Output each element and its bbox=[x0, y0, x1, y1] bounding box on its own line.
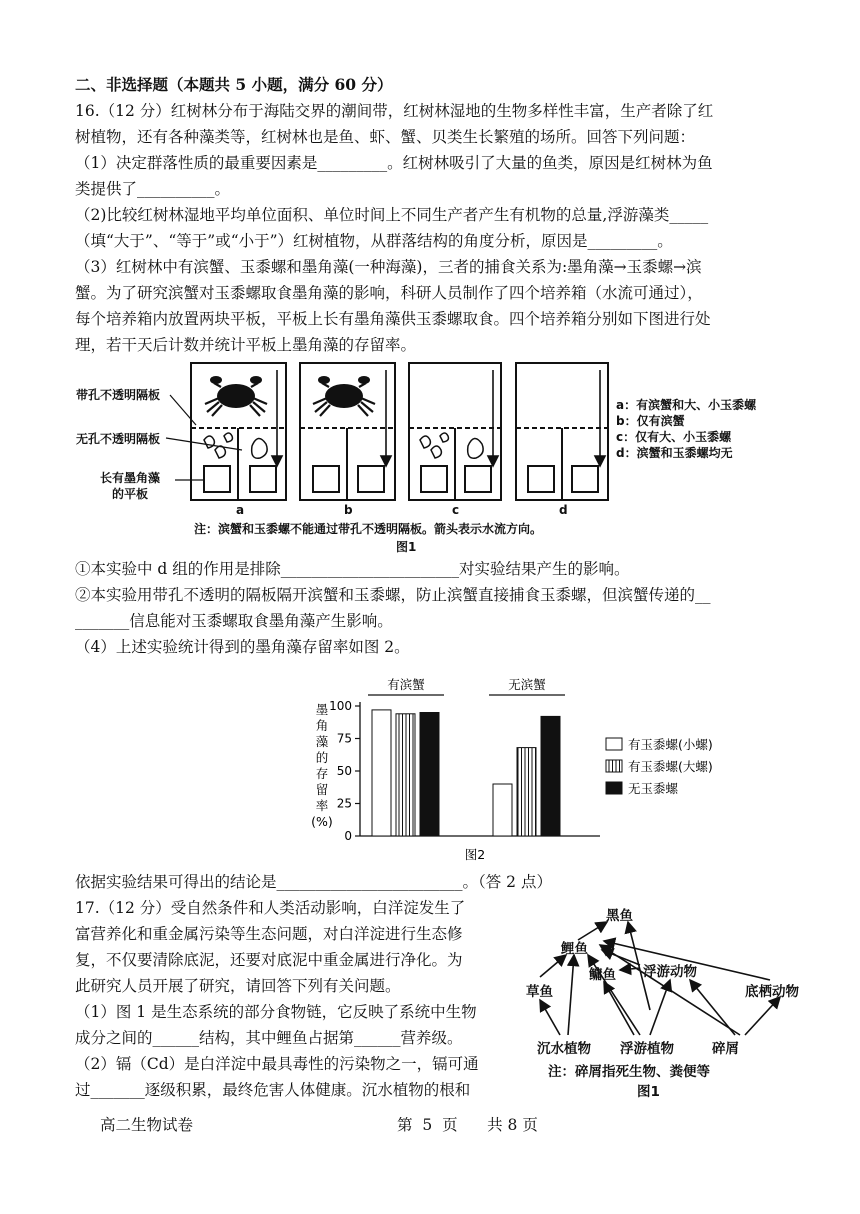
y-axis-label-char: 率 bbox=[315, 798, 329, 813]
crab-icon-b bbox=[313, 376, 375, 416]
q16-sub3-a: （3）红树林中有滨蟹、玉黍螺和墨角藻(一种海藻)，三者的捕食关系为:墨角藻→玉黍螺→滨 bbox=[75, 258, 702, 276]
plate-c-right bbox=[465, 466, 491, 492]
fig1-note: 注：滨蟹和玉黍螺不能通过带孔不透明隔板。箭头表示水流方向。 bbox=[194, 522, 543, 536]
node-fuyoudongwu: 浮游动物 bbox=[643, 964, 697, 980]
q17-line-4: 此研究人员开展了研究，请回答下列有关问题。 bbox=[75, 977, 401, 995]
q16-line-1: 16.（12 分）红树林分布于海陆交界的潮间带，红树林湿地的生物多样性丰富，生产者除了红 bbox=[75, 102, 714, 120]
label-plate-2: 的平板 bbox=[112, 487, 149, 501]
q16-sub1-b: 类提供了__________。 bbox=[75, 180, 231, 198]
label-perforated-divider: 带孔不透明隔板 bbox=[76, 388, 161, 402]
bar bbox=[541, 716, 560, 836]
bar bbox=[420, 713, 439, 837]
culture-box-b bbox=[300, 363, 395, 500]
figure-2-svg bbox=[300, 672, 730, 872]
legend-label: 无玉黍螺 bbox=[628, 781, 679, 796]
node-caoyu: 草鱼 bbox=[526, 984, 553, 1000]
box-label-d: d bbox=[559, 503, 568, 517]
q17-line-3: 复，不仅要清除底泥，还要对底泥中重金属进行净化。为 bbox=[75, 951, 463, 969]
snail-icons bbox=[204, 433, 483, 458]
footer-left: 高二生物试卷 bbox=[100, 1116, 194, 1134]
y-tick-label: 75 bbox=[336, 731, 352, 746]
culture-box-d bbox=[516, 363, 608, 500]
food-web-caption: 图1 bbox=[637, 1084, 660, 1100]
food-web-note: 注：碎屑指死生物、粪便等 bbox=[548, 1064, 710, 1080]
q17-sub2-b: 过_______逐级积累，最终危害人体健康。沉水植物的根和 bbox=[75, 1081, 471, 1099]
y-axis-label-char: (%) bbox=[311, 814, 333, 829]
y-tick-label: 50 bbox=[336, 764, 352, 778]
crab-icon-a bbox=[205, 376, 267, 416]
bar bbox=[517, 748, 536, 836]
plate-c-left bbox=[421, 466, 447, 492]
y-axis-label-char: 墨 bbox=[315, 702, 329, 717]
q16-check-1: ①本实验中 d 组的作用是排除_______________________对实验结果产生的影响。 bbox=[75, 560, 630, 578]
q17-sub2-a: （2）镉（Cd）是白洋淀中最具毒性的污染物之一，镉可通 bbox=[75, 1055, 479, 1073]
y-axis-label-char: 角 bbox=[315, 718, 329, 733]
q16-check-2b: _______信息能对玉黍螺取食墨角藻产生影响。 bbox=[75, 612, 393, 630]
node-liyu: 鲤鱼 bbox=[561, 941, 588, 957]
q17-line-2: 富营养化和重金属污染等生态问题，对白洋淀进行生态修 bbox=[75, 925, 463, 943]
legend-swatch bbox=[606, 738, 622, 750]
q16-sub3-d: 理，若干天后计数并统计平板上墨角藻的存留率。 bbox=[75, 336, 417, 354]
box-label-a: a bbox=[236, 503, 245, 517]
bar bbox=[493, 784, 512, 836]
group-label: 有滨蟹 bbox=[387, 677, 425, 692]
node-heiyu: 黑鱼 bbox=[606, 908, 633, 924]
plate-a-right bbox=[250, 466, 276, 492]
label-solid-divider: 无孔不透明隔板 bbox=[76, 432, 161, 446]
y-axis-label-char: 存 bbox=[315, 766, 329, 781]
q17-sub1-a: （1）图 1 是生态系统的部分食物链，它反映了系统中生物 bbox=[75, 1003, 477, 1021]
box-label-b: b bbox=[344, 503, 353, 517]
fig1-caption: 图1 bbox=[396, 540, 417, 554]
q16-check-2a: ②本实验用带孔不透明的隔板隔开滨蟹和玉黍螺，防止滨蟹直接捕食玉黍螺，但滨蟹传递的__ bbox=[75, 586, 711, 604]
node-suixie: 碎屑 bbox=[712, 1041, 739, 1057]
plate-b-right bbox=[358, 466, 384, 492]
q16-sub2-b: （填“大于”、“等于”或“小于”）红树植物，从群落结构的角度分析，原因是_________。 bbox=[75, 232, 673, 250]
legend-swatch bbox=[606, 760, 622, 772]
y-axis-label-char: 的 bbox=[315, 750, 329, 765]
y-axis-label-char: 藻 bbox=[315, 734, 329, 749]
bar bbox=[396, 714, 415, 836]
q16-sub4: （4）上述实验统计得到的墨角藻存留率如图 2。 bbox=[75, 638, 410, 656]
y-tick-label: 0 bbox=[344, 829, 352, 843]
box-label-c: c bbox=[452, 503, 460, 517]
plate-b-left bbox=[313, 466, 339, 492]
q16-sub3-b: 蟹。为了研究滨蟹对玉黍螺取食墨角藻的影响，科研人员制作了四个培养箱（水流可通过）， bbox=[75, 284, 703, 302]
fig1-legend-a: a：有滨蟹和大、小玉黍螺 bbox=[616, 398, 757, 412]
q16-sub1-a: （1）决定群落性质的最重要因素是_________。红树林吸引了大量的鱼类，原因是红树林为鱼 bbox=[75, 154, 713, 172]
culture-box-a bbox=[191, 363, 286, 500]
plate-d-right bbox=[572, 466, 598, 492]
legend-label: 有玉黍螺(大螺) bbox=[628, 759, 713, 774]
plate-d-left bbox=[528, 466, 554, 492]
fig1-legend-c: c：仅有大、小玉黍螺 bbox=[616, 430, 732, 444]
q16-sub2-a: （2)比较红树林湿地平均单位面积、单位时间上不同生产者产生有机物的总量,浮游藻类_____ bbox=[75, 206, 709, 224]
q17-line-1: 17.（12 分）受自然条件和人类活动影响，白洋淀发生了 bbox=[75, 899, 466, 917]
legend-label: 有玉黍螺(小螺) bbox=[628, 737, 713, 752]
q17-sub1-b: 成分之间的______结构，其中鲤鱼占据第______营养级。 bbox=[75, 1029, 463, 1047]
y-tick-label: 25 bbox=[336, 796, 352, 811]
y-tick-label: 100 bbox=[329, 699, 352, 713]
node-yongyu: 鳙鱼 bbox=[589, 967, 616, 983]
fig1-legend-b: b：仅有滨蟹 bbox=[616, 414, 685, 428]
fig1-legend-d: d：滨蟹和玉黍螺均无 bbox=[616, 446, 733, 460]
plate-a-left bbox=[204, 466, 230, 492]
culture-box-c bbox=[409, 363, 501, 500]
footer-page: 第 5 页 共 8 页 bbox=[397, 1116, 538, 1134]
group-label: 无滨蟹 bbox=[508, 677, 546, 692]
label-plate-1: 长有墨角藻 bbox=[100, 471, 161, 485]
figure-2-chart bbox=[300, 672, 730, 872]
q16-sub3-c: 每个培养箱内放置两块平板，平板上长有墨角藻供玉黍螺取食。四个培养箱分别如下图进行处 bbox=[75, 310, 711, 328]
legend-swatch bbox=[606, 782, 622, 794]
q16-line-2: 树植物，还有各种藻类等，红树林也是鱼、虾、蟹、贝类生长繁殖的场所。回答下列问题： bbox=[75, 128, 696, 146]
figure-2-caption: 图2 bbox=[464, 847, 486, 862]
y-axis-label-char: 留 bbox=[315, 782, 329, 797]
node-diqidongwu: 底栖动物 bbox=[745, 984, 799, 1000]
node-chenshuizhiwu: 沉水植物 bbox=[537, 1041, 591, 1057]
section-title: 二、非选择题（本题共 5 小题，满分 60 分） bbox=[75, 75, 393, 94]
q16-conclusion: 依据实验结果可得出的结论是________________________。（答 2 点） bbox=[75, 873, 552, 891]
node-fuyouzhiwu: 浮游植物 bbox=[620, 1041, 674, 1057]
bar bbox=[372, 710, 391, 836]
